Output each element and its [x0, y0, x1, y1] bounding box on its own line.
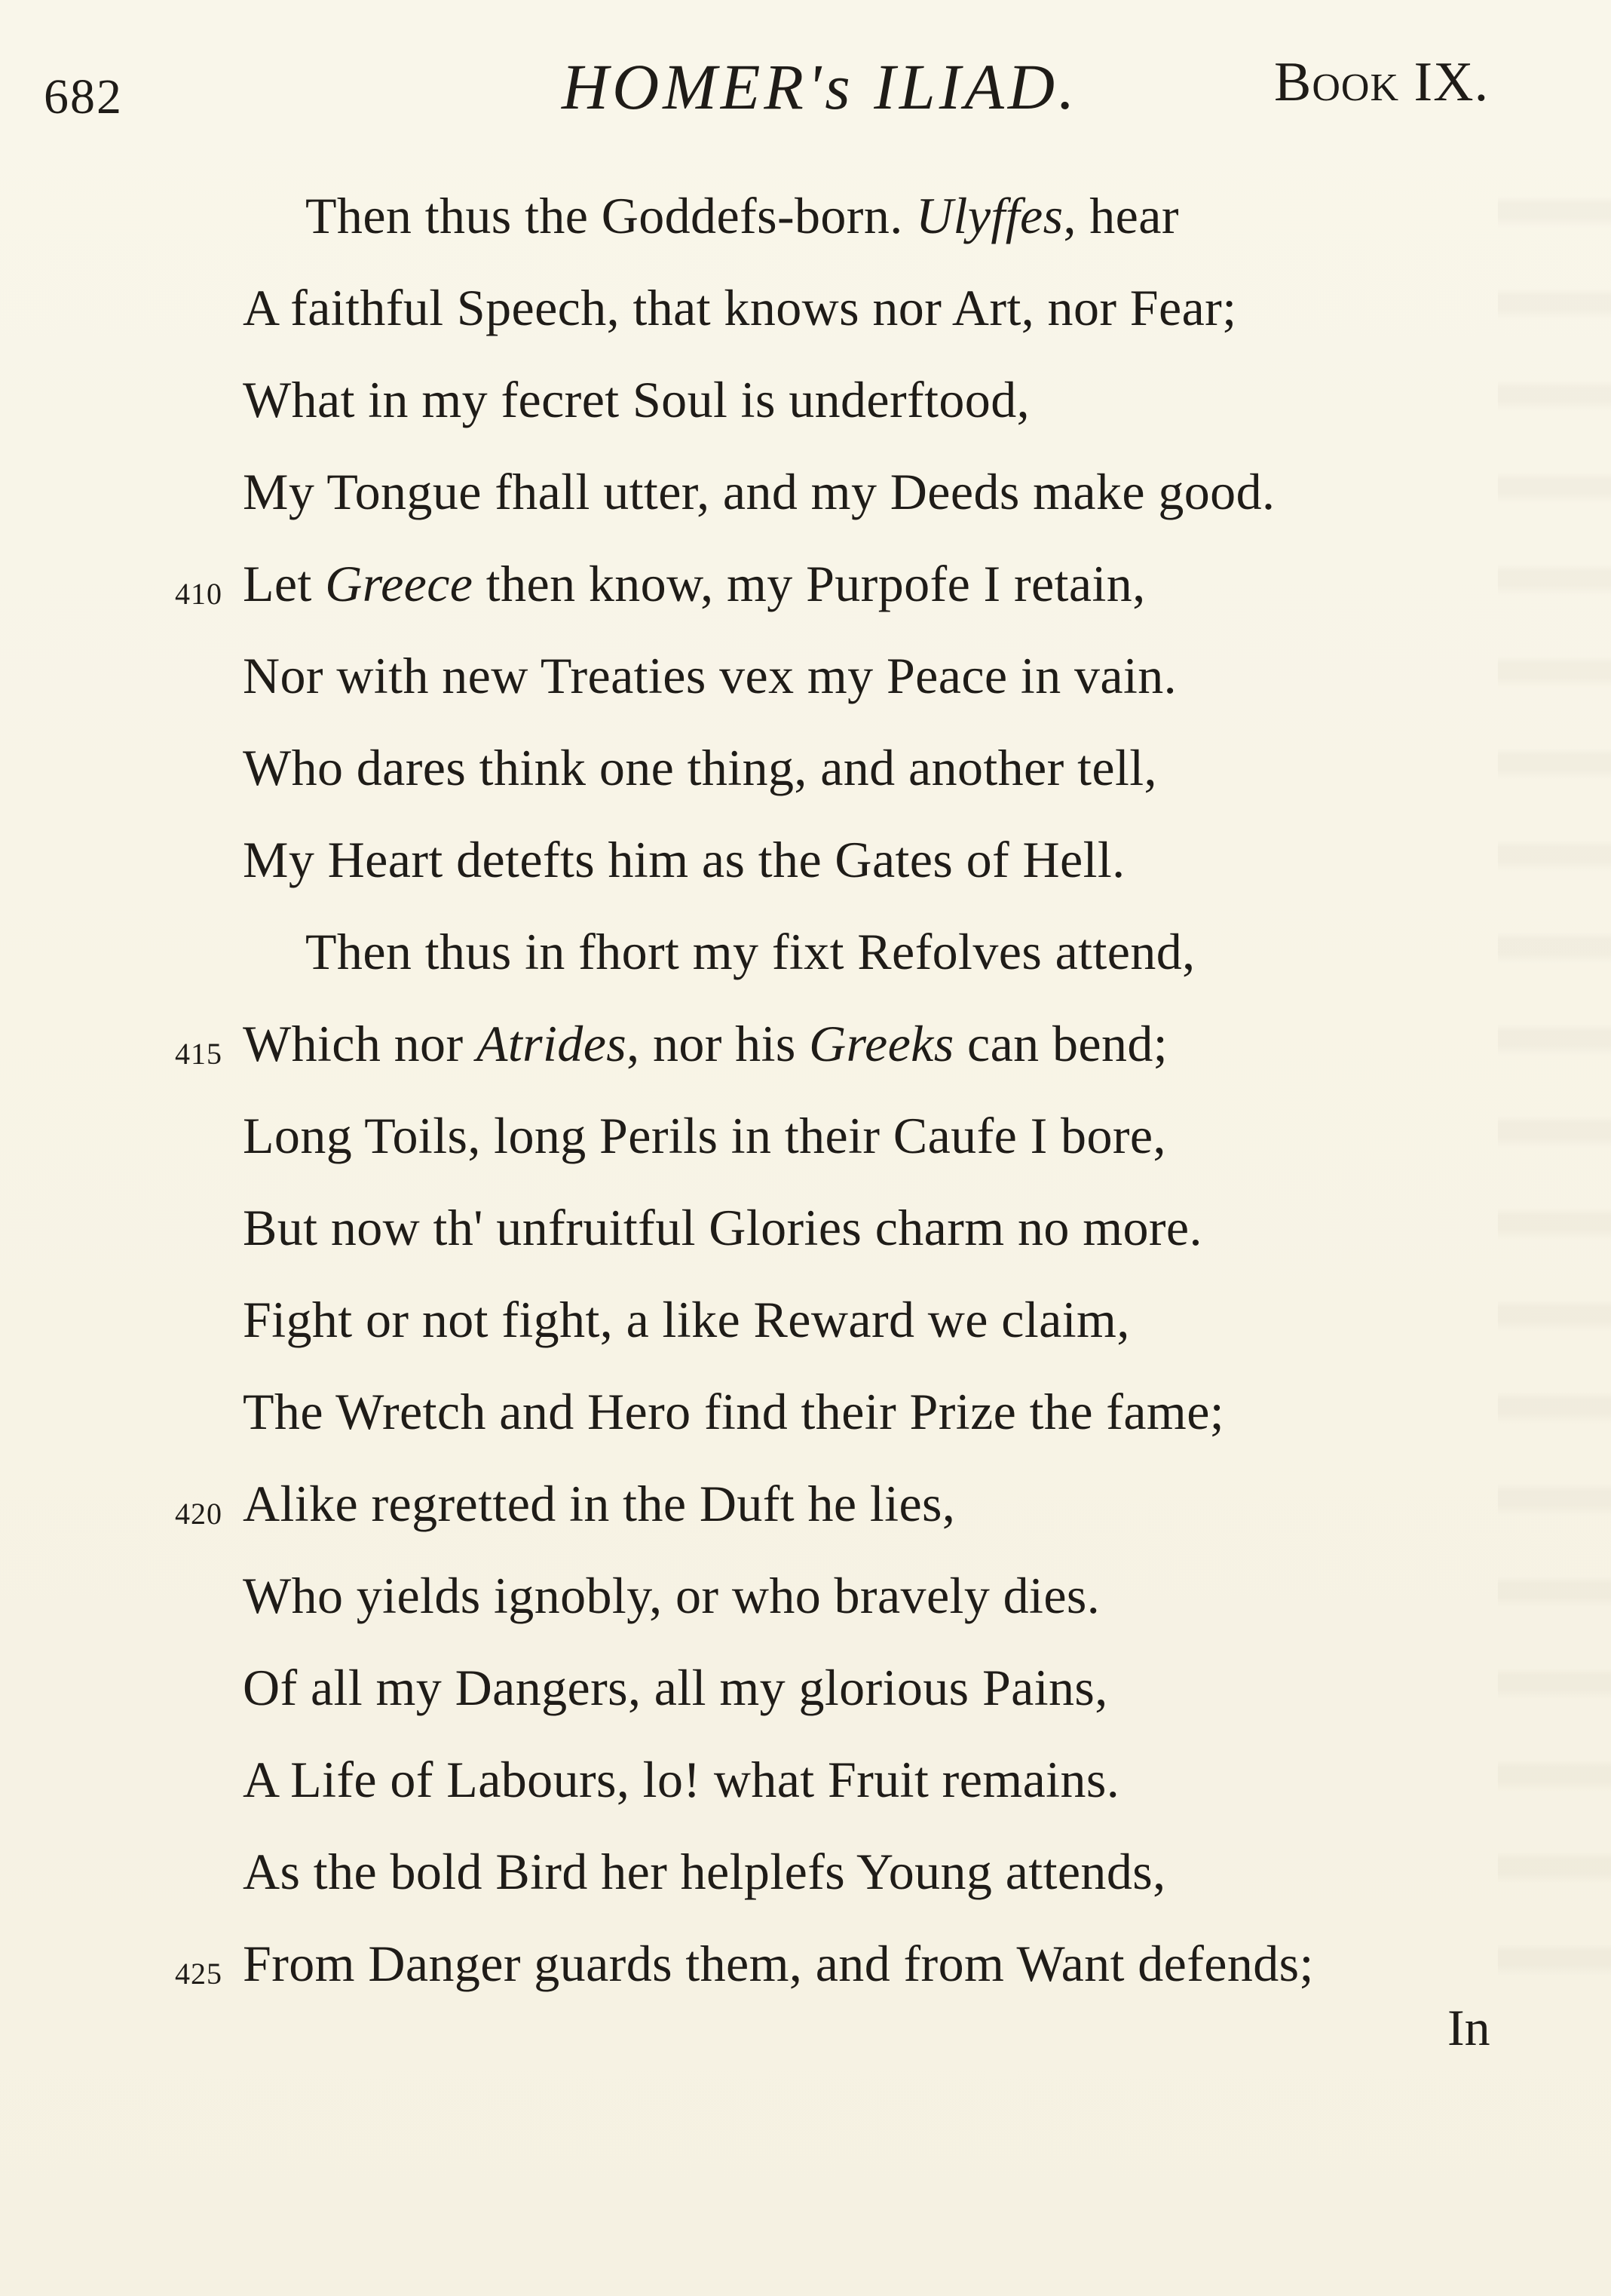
verse-text	[243, 1917, 1314, 2009]
verse-segment: As the bold Bird her helplefs Young attends,	[243, 1843, 1166, 1900]
verse-segment: But now th' unfruitful Glories charm no more.	[243, 1199, 1202, 1256]
line-number: 415	[175, 1037, 222, 1071]
verse-text	[305, 170, 1179, 262]
page-number: 682	[44, 69, 123, 124]
verse-text	[243, 1274, 1130, 1366]
verse-segment: The Wretch and Hero find their Prize the fame;	[243, 1383, 1225, 1440]
verse-segment: Who yields ignobly, or who bravely dies.	[243, 1567, 1101, 1624]
verse-segment: Let	[243, 555, 326, 612]
verse-text	[243, 1458, 955, 1550]
verse-line	[0, 446, 1611, 538]
verse-text	[243, 1366, 1224, 1458]
verse-italic-segment: Atrides	[476, 1015, 627, 1072]
verse-text	[243, 1550, 1100, 1642]
verse-text	[243, 262, 1237, 354]
verse-segment: Long Toils, long Perils in their Caufe I bore,	[243, 1107, 1166, 1164]
verse-segment: Then thus the Goddefs-born.	[305, 187, 917, 244]
verse-segment: Nor with new Treaties vex my Peace in vain.	[243, 647, 1178, 704]
book-label: Book IX.	[1274, 51, 1490, 113]
verse-line	[0, 1550, 1611, 1642]
verse-segment: A Life of Labours, lo! what Fruit remains.	[243, 1751, 1120, 1808]
verse-line	[0, 906, 1611, 998]
catchword: In	[1447, 1999, 1490, 2056]
verse-segment: can bend;	[954, 1015, 1168, 1072]
verse-line	[0, 998, 1611, 1090]
verse-line	[0, 170, 1611, 262]
verse-line	[0, 354, 1611, 446]
verse-segment: then know, my Purpofe I retain,	[473, 555, 1146, 612]
verse-text	[243, 1733, 1119, 1825]
verse-line	[0, 814, 1611, 906]
verse-text	[243, 630, 1177, 722]
verse-segment: , hear	[1063, 187, 1179, 244]
verse-italic-segment: Greeks	[809, 1015, 954, 1072]
verse-segment: Who dares think one thing, and another tell,	[243, 739, 1157, 796]
verse-block	[0, 170, 1611, 2009]
verse-segment: Of all my Dangers, all my glorious Pains,	[243, 1659, 1108, 1716]
verse-text	[243, 1825, 1166, 1917]
line-number: 410	[175, 577, 222, 611]
verse-segment: Which nor	[243, 1015, 476, 1072]
verse-text	[243, 814, 1126, 906]
verse-text	[243, 1182, 1202, 1274]
verse-segment: Alike regretted in the Duft he lies,	[243, 1475, 956, 1532]
verse-text	[243, 538, 1146, 630]
verse-segment: My Tongue fhall utter, and my Deeds make good.	[243, 463, 1276, 520]
running-title: HOMER's ILIAD.	[562, 51, 1079, 123]
verse-text	[243, 998, 1168, 1090]
verse-line	[0, 1366, 1611, 1458]
verse-line	[0, 1458, 1611, 1550]
verse-italic-segment: Ulyffes	[916, 187, 1064, 244]
verse-segment: , nor his	[626, 1015, 810, 1072]
verse-line	[0, 630, 1611, 722]
verse-text	[243, 1642, 1108, 1733]
verse-line	[0, 1274, 1611, 1366]
verse-line	[0, 1182, 1611, 1274]
line-number: 425	[175, 1957, 222, 1991]
verse-segment: Fight or not fight, a like Reward we claim,	[243, 1291, 1130, 1348]
verse-segment: What in my fecret Soul is underftood,	[243, 371, 1030, 428]
verse-segment: My Heart detefts him as the Gates of Hell.	[243, 831, 1126, 888]
verse-line	[0, 262, 1611, 354]
verse-segment: From Danger guards them, and from Want defends;	[243, 1935, 1314, 1992]
verse-text	[243, 1090, 1166, 1182]
verse-line	[0, 1733, 1611, 1825]
verse-line	[0, 1642, 1611, 1733]
verse-line	[0, 1090, 1611, 1182]
line-number: 420	[175, 1497, 222, 1531]
verse-line	[0, 538, 1611, 630]
running-header	[0, 41, 1611, 124]
verse-italic-segment: Greece	[325, 555, 473, 612]
verse-segment: A faithful Speech, that knows nor Art, nor Fear;	[243, 279, 1237, 336]
verse-line	[0, 1825, 1611, 1917]
verse-text	[243, 722, 1157, 814]
verse-text	[243, 354, 1030, 446]
verse-line	[0, 1917, 1611, 2009]
verse-text	[305, 906, 1196, 998]
verse-segment: Then thus in fhort my fixt Refolves attend,	[305, 923, 1196, 980]
verse-text	[243, 446, 1275, 538]
verse-line	[0, 722, 1611, 814]
